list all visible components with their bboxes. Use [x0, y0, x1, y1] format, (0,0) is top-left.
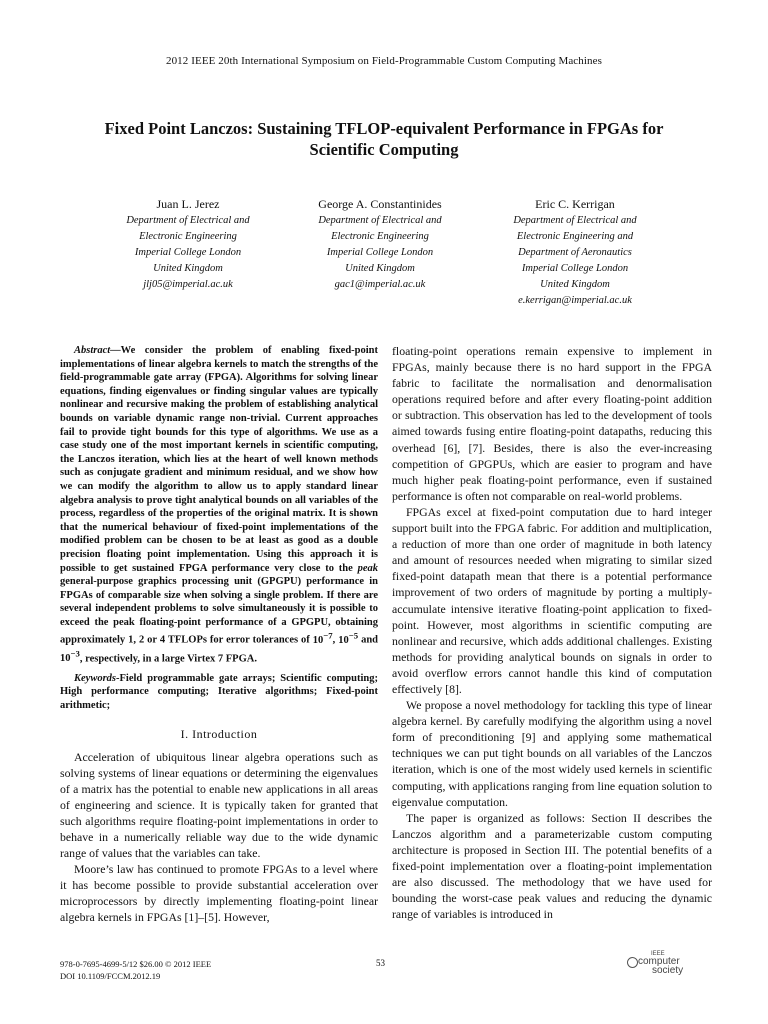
footer-citation — [60, 958, 211, 982]
section-heading: I. Introduction — [180, 727, 258, 742]
ieee-computer-society-logo — [626, 951, 706, 979]
abstract-emphasis: peak — [357, 562, 378, 574]
page-number: 53 — [376, 958, 385, 968]
author-department: Department of Electrical and — [318, 215, 442, 226]
tolerance-value: $10^{-7}$ — [312, 630, 333, 646]
author-country: United Kingdom — [153, 263, 223, 274]
tolerance-value: $10^{-5}$ — [338, 630, 359, 646]
author-department: Electronic Engineering — [139, 231, 237, 242]
body-paragraph: We propose a novel methodology for tackling this type of linear algebra kernel. By carefully modifying the algorithm using a novel form of preconditioning [9] and applying some mathematical techniques we can put tight bounds on all variables of the Lanczos iteration, which is one of the most widely used kernels in scientific computing, with applications ranging from line equation solution to eigenvalue computation. — [392, 698, 712, 809]
author-block — [475, 196, 675, 309]
abstract-text: , respectively, in a large Virtex 7 FPGA. — [79, 653, 257, 665]
author-institution: Imperial College London — [521, 263, 629, 274]
left-column — [60, 344, 378, 926]
right-column — [392, 343, 712, 922]
body-paragraph: FPGAs excel at fixed-point computation due to hard integer support built into the FPGA fabric. For addition and multiplication, a reduction of more than one order of magnitude in both latency and amount of resources needed when migrating to similar sized fixed-point datapath mean that there is a potential performance improvement of two orders of magnitude by porting a multiply-accumulate intensive iterative floating-point application to fixed-point. However, most algorithms in scientific computing are nonlinear and recursive, which adds additional challenges. Existing methods for providing analytical bounds on signals in order to avoid overflow errors cannot handle this kind of computation effectively [8]. — [392, 504, 712, 696]
author-name: Juan L. Jerez — [156, 197, 220, 211]
keywords — [60, 672, 378, 713]
conference-header: 2012 IEEE 20th International Symposium on Field-Programmable Custom Computing Machines — [165, 55, 603, 67]
author-department: Department of Electrical and — [126, 215, 250, 226]
body-paragraph: floating-point operations remain expensive to implement in FPGAs, mainly because there is no hard support in the FPGA fabric to facilitate the normalisation and denormalisation operations required before and after every floating-point addition or subtraction. This observation has led to the development of tools aimed towards fusing entire floating-point datapaths, reducing this overhead [6], [7]. Besides, there is also the ever-increasing competition of GPGPUs, which are easier to program and have much higher peak floating-point performance, even if sustained performance is often not comparable on real-world problems. — [392, 344, 712, 503]
author-department: Department of Aeronautics — [518, 247, 632, 258]
abstract-text: general-purpose graphics processing unit (GPGPU) performance in FPGAs of comparable size when solving a single problem. If there are several independent problems to solve simultaneously it is possible to exceed the peak floating-point performance of a GPGPU, obtaining approximately 1, 2 or 4 TFLOPs for error tolerances of — [60, 576, 378, 646]
logo-circle-icon — [627, 957, 638, 968]
body-paragraph: Acceleration of ubiquitous linear algebra operations such as solving systems of linear equations or determining the eigenvalues of a matrix has the potential to enable new applications in all areas of engineering and science. It is typically taken for granted that such algorithms require floating-point implementations in order to behave in a numerically reliable way due to the wide dynamic range of values that the variables can take. — [60, 749, 378, 861]
author-email: gac1@imperial.ac.uk — [334, 279, 426, 290]
author-name: Eric C. Kerrigan — [535, 197, 615, 211]
author-email: e.kerrigan@imperial.ac.uk — [518, 295, 632, 306]
author-country: United Kingdom — [345, 263, 415, 274]
author-department: Electronic Engineering and — [516, 231, 634, 242]
author-name: George A. Constantinides — [318, 197, 442, 211]
author-block — [88, 196, 288, 293]
footer-doi: DOI 10.1109/FCCM.2012.19 — [60, 971, 161, 981]
abstract-label: Abstract — [74, 345, 111, 356]
abstract: Abstract—We consider the problem of enabling fixed-point implementations of linear algebra kernels to match the strengths of the field-programmable gate array (FPGA). Algorithms for solving linear equations, finding eigenvalues or finding singular values are typically nonlinear and recursive making the problem of establishing analytical bounds on variable dynamic range non-trivial. Current approaches fail to provide tight bounds for this type of algorithms. We use as a case study one of the most important kernels in scientific computing, the Lanczos iteration, which lies at the heart of well known methods such as conjugate gradient and minimum residual, and we show how we can modify the algorithm to allow us to apply standard linear algebra analysis to prove tight analytical bounds on all variables of the process, regardless of the properties of the original matrix. It is shown that the numerical behaviour of fixed-point implementations of the modified problem can be chosen to be at least as good as a double precision floating point implementation. Using this approach it is possible to get sustained FPGA performance very close to the peak general-purpose graphics processing unit (GPGPU) performance in FPGAs of comparable size when solving a single problem. If there are several independent problems to solve simultaneously it is possible to exceed the peak floating-point performance of a GPGPU, obtaining approximately 1, 2 or 4 TFLOPs for error tolerances of $10^{-7}$, $10^{-5}$ and $10^{-3}$, respectively, in a large Virtex 7 FPGA. — [60, 345, 379, 665]
logo-text: computer society — [638, 956, 684, 976]
author-institution: Imperial College London — [326, 247, 434, 258]
body-paragraph: Moore’s law has continued to promote FPGAs to a level where it has become possible to provide substantial acceleration over microprocessors by directly implementing floating-point linear algebra kernels in FPGAs [1]–[5]. However, — [60, 862, 378, 925]
author-country: United Kingdom — [540, 279, 610, 290]
keywords-label: Keywords — [74, 672, 116, 684]
abstract-text: —We consider the problem of enabling fixed-point implementations of linear algebra kernels to match the strengths of the field-programmable gate array (FPGA). Algorithms for solving linear equations, finding eigenvalues or finding singular values are typically nonlinear and recursive making the problem of establishing analytical bounds on variable dynamic range non-trivial. Current approaches fail to provide tight bounds for this type of algorithms. We use as a case study one of the most important kernels in scientific computing, the Lanczos iteration, which lies at the heart of well known methods such as conjugate gradient and minimum residual, and we show how we can modify the algorithm to allow us to apply standard linear algebra analysis to prove tight analytical bounds on all variables of the process, regardless of the properties of the original matrix. It is shown that the numerical behaviour of fixed-point implementations of the modified problem can be chosen to be at least as good as a double precision floating point implementation. Using this approach it is possible to get sustained FPGA performance very close to the — [60, 345, 378, 574]
footer-isbn: 978-0-7695-4699-5/12 $26.00 © 2012 IEEE — [60, 959, 212, 969]
author-email: jlj05@imperial.ac.uk — [143, 279, 233, 290]
keywords-text: -Field programmable gate arrays; Scientific computing; High performance computing; Iterative algorithms; Fixed-point arithmetic; — [60, 672, 378, 711]
author-institution: Imperial College London — [134, 247, 242, 258]
body-paragraph: The paper is organized as follows: Section II describes the Lanczos algorithm and a parameterizable custom computing architecture is proposed in Section III. The potential benefits of a fixed-point implementation over a floating-point implementation are also discussed. The methodology that we have used for bounding the worst-case peak values and reducing the dynamic range of variables is introduced in — [392, 810, 712, 922]
author-department: Electronic Engineering — [331, 231, 429, 242]
tolerance-value: $10^{-3}$ — [60, 648, 80, 665]
paper-title: Fixed Point Lanczos: Sustaining TFLOP-equivalent Performance in FPGAs for Scientific Computing — [104, 119, 664, 159]
author-block — [280, 196, 480, 293]
logo-ieee-text: IEEE — [651, 951, 665, 957]
author-department: Department of Electrical and — [513, 215, 637, 226]
